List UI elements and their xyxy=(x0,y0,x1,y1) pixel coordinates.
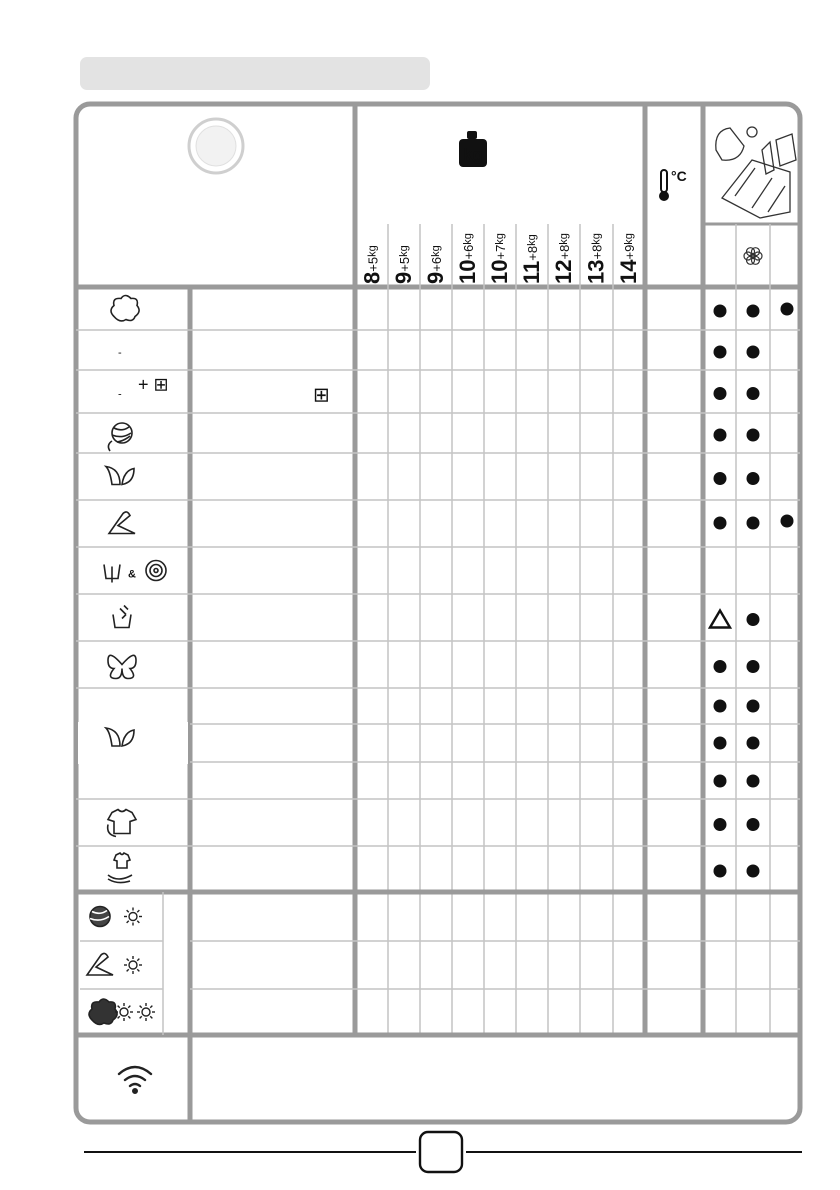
load-header-8 xyxy=(616,233,641,284)
program-extra-symbol: + ⊞ xyxy=(138,374,169,395)
drawer-compartments xyxy=(735,168,785,212)
butterfly xyxy=(108,655,136,678)
sun-ray xyxy=(118,1016,120,1018)
weight-handle xyxy=(467,131,477,139)
sun-ray xyxy=(118,1006,120,1008)
load-header-1 xyxy=(391,245,416,284)
dry-sun-icon xyxy=(115,1003,133,1021)
sun-ray xyxy=(128,1006,130,1008)
option-mark xyxy=(747,737,760,750)
load-header-5 xyxy=(519,234,544,284)
drawer-flower xyxy=(747,127,757,137)
option-mark xyxy=(714,818,727,831)
option-mark xyxy=(714,429,727,442)
sun-ray xyxy=(140,1016,142,1018)
sun-ray xyxy=(137,921,139,923)
option-mark xyxy=(781,515,794,528)
shirt xyxy=(114,853,130,868)
wool-icon xyxy=(108,423,132,451)
program-dash-label: - xyxy=(118,347,122,359)
load-header-text: 13+8kg xyxy=(583,233,609,284)
sun-core xyxy=(129,913,137,921)
tub xyxy=(113,615,131,628)
cotton-dry-icon xyxy=(89,999,117,1024)
sun-ray xyxy=(137,910,139,912)
option-mark xyxy=(747,700,760,713)
dry-sun-icon xyxy=(137,1003,155,1021)
wifi-icon xyxy=(119,1067,151,1093)
sun-ray xyxy=(127,910,129,912)
sun-ray xyxy=(137,959,139,961)
option-mark xyxy=(714,865,727,878)
dry-sun-icon xyxy=(124,908,142,926)
hand-shirt-icon xyxy=(108,853,132,883)
option-mark xyxy=(714,775,727,788)
drawer-body xyxy=(722,160,790,218)
load-header-text: 14+9kg xyxy=(616,233,641,284)
option-mark xyxy=(747,346,760,359)
option-mark xyxy=(714,737,727,750)
sun-core xyxy=(120,1008,128,1016)
cotton-shape xyxy=(111,296,139,321)
leaves xyxy=(106,467,134,485)
spray xyxy=(120,606,128,619)
softener-bottle xyxy=(776,134,796,166)
synthetic-icon xyxy=(109,512,135,534)
sun-ray xyxy=(128,1016,130,1018)
option-mark xyxy=(714,700,727,713)
option-mark xyxy=(714,660,727,673)
weight-label: kg xyxy=(463,145,483,164)
sun-ray xyxy=(127,959,129,961)
detergent-drawer-icon xyxy=(716,127,796,218)
load-header-text: 11+8kg xyxy=(519,234,544,284)
shirt xyxy=(108,810,136,834)
option-mark xyxy=(747,517,760,530)
thermo-bulb xyxy=(659,191,669,201)
load-header-text: 10+6kg xyxy=(455,233,480,284)
sun-core xyxy=(142,1008,150,1016)
program-knob-icon xyxy=(189,119,243,173)
load-header-text: 9+6kg xyxy=(423,245,448,284)
option-mark xyxy=(714,517,727,530)
wool-dry-icon xyxy=(90,907,110,927)
hand xyxy=(108,875,132,883)
option-mark xyxy=(714,387,727,400)
load-header-6 xyxy=(551,233,576,284)
load-header-text: 12+8kg xyxy=(551,233,576,284)
cotton-icon xyxy=(111,296,139,321)
option-mark xyxy=(747,660,760,673)
option-mark xyxy=(714,305,727,318)
load-header-3 xyxy=(455,233,480,284)
delicate-butterfly-icon xyxy=(108,655,136,678)
softener-flower-icon xyxy=(744,248,762,265)
hanger xyxy=(87,953,113,975)
load-header-text: 9+5kg xyxy=(391,245,416,284)
load-header-7 xyxy=(584,233,609,284)
eco-merge-mask xyxy=(78,722,188,764)
eco-leaf-icon xyxy=(106,467,134,485)
option-mark xyxy=(747,472,760,485)
option-mark xyxy=(714,346,727,359)
ball xyxy=(90,907,110,927)
sun-ray xyxy=(127,969,129,971)
option-mark xyxy=(747,429,760,442)
load-header-0 xyxy=(360,245,385,284)
sun-core xyxy=(129,961,137,969)
option-mark xyxy=(747,775,760,788)
load-header-text: 10+7kg xyxy=(487,233,512,284)
spin1 xyxy=(146,561,166,581)
shirt-refresh-icon xyxy=(108,810,136,837)
hand-wash-icon xyxy=(113,606,131,628)
ampersand-label: & xyxy=(128,568,136,581)
cotton-shape xyxy=(89,999,117,1024)
thermo-label: °C xyxy=(671,168,687,184)
thermo-tube xyxy=(661,170,667,192)
option-mark xyxy=(710,611,730,628)
program-desc-symbol: ⊞ xyxy=(313,384,330,407)
option-mark xyxy=(781,303,794,316)
weight-kg-icon xyxy=(459,131,487,167)
dry-sun-icon xyxy=(124,956,142,974)
hanger xyxy=(109,512,135,534)
waves xyxy=(119,1067,151,1086)
tub xyxy=(104,565,120,583)
tail xyxy=(108,441,112,451)
sun-ray xyxy=(150,1016,152,1018)
section-title-bar xyxy=(80,57,430,90)
option-mark xyxy=(714,472,727,485)
option-mark xyxy=(747,613,760,626)
option-mark xyxy=(747,818,760,831)
sun-ray xyxy=(137,969,139,971)
program-dash-label: - xyxy=(118,388,122,401)
load-header-4 xyxy=(487,233,512,284)
option-mark xyxy=(747,387,760,400)
dot xyxy=(133,1089,137,1093)
powder-scoop xyxy=(762,142,774,174)
spin3 xyxy=(154,569,158,573)
page-number-box xyxy=(420,1132,462,1172)
synthetic-dry-icon xyxy=(87,953,113,975)
sun-ray xyxy=(127,921,129,923)
sun-ray xyxy=(150,1006,152,1008)
detergent-bottle xyxy=(716,128,744,160)
option-mark xyxy=(747,865,760,878)
sun-ray xyxy=(140,1006,142,1008)
load-header-text: 8+5kg xyxy=(359,245,385,284)
knob-inner xyxy=(196,126,236,166)
spin2 xyxy=(150,565,162,577)
thermometer-icon xyxy=(659,168,687,201)
load-header-2 xyxy=(423,245,448,284)
option-mark xyxy=(747,305,760,318)
